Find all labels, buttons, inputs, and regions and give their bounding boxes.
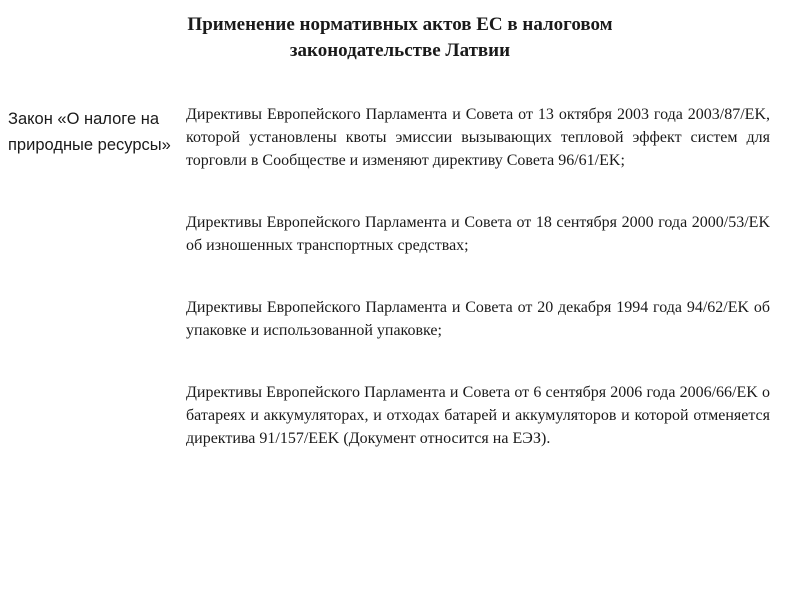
directives-list — [186, 103, 770, 489]
title-line-1: Применение нормативных актов ЕС в налоговом — [187, 14, 613, 35]
directive-item: Директивы Европейского Парламента и Совета от 6 сентября 2006 года 2006/66/EK о батареях и аккумуляторах, и отходах батарей и аккумуляторов и которой отменяется директива 91/157/EEK (Документ относится на ЕЭЗ). — [186, 384, 770, 447]
title-line-2: законодательстве Латвии — [289, 40, 511, 61]
directive-item: Директивы Европейского Парламента и Совета от 20 декабря 1994 года 94/62/EK об упаковке и использованной упаковке; — [186, 299, 770, 339]
directive-item: Директивы Европейского Парламента и Совета от 18 сентября 2000 года 2000/53/EK об изношенных транспортных средствах; — [186, 214, 770, 254]
page-title — [100, 12, 700, 64]
directive-item: Директивы Европейского Парламента и Совета от 13 октября 2003 года 2003/87/EK, которой установлены квоты эмиссии вызывающих тепловой эффект систем для торговли в Сообществе и изменяют директиву Совета 96/61/EK; — [186, 106, 770, 169]
law-name: Закон «О налоге на природные ресурсы» — [8, 110, 171, 154]
